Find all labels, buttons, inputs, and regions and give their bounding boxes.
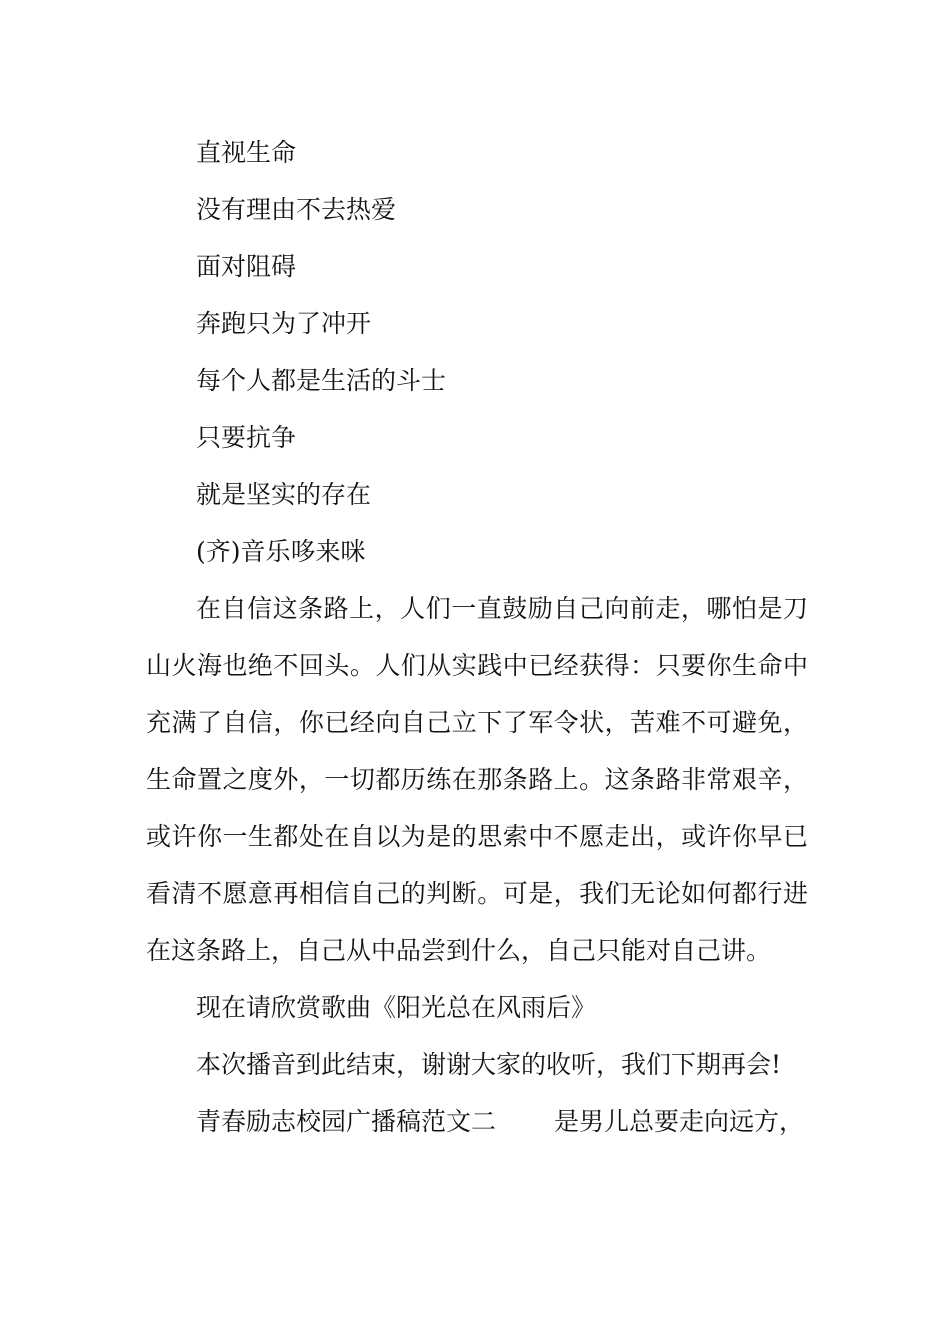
last-line (146, 1093, 808, 1150)
poem-line: (齐)音乐哆来咪 (196, 537, 366, 566)
poem-line: 没有理由不去热爱 (196, 195, 397, 224)
body-paragraph: 在自信这条路上，人们一直鼓励自己向前走，哪怕是刀山火海也绝不回头。人们从实践中已经获得：只要你生命中充满了自信，你已经向自己立下了军令状，苦难不可避免，生命置之度外，一切都历练在那条路上。这条路非常艰辛，或许你一生都处在自以为是的思索中不愿走出，或许你早已看清不愿意再相信自己的判断。可是，我们无论如何都行进在这条路上，自己从中品尝到什么，自己只能对自己讲。 (146, 594, 808, 965)
poem-line: 面对阻碍 (196, 252, 297, 281)
poem-line: 奔跑只为了冲开 (196, 309, 372, 338)
closing-line: 现在请欣赏歌曲《阳光总在风雨后》 (196, 993, 597, 1022)
section-title: 青春励志校园广播稿范文二 (196, 1107, 497, 1136)
poem-line: 就是坚实的存在 (196, 480, 372, 509)
poem-line: 只要抗争 (196, 423, 297, 452)
poem-line: 每个人都是生活的斗士 (196, 366, 447, 395)
document-body (146, 124, 808, 1150)
section-text: 是男儿总要走向远方， (554, 1107, 805, 1136)
poem-line: 直视生命 (196, 138, 297, 167)
closing-line: 本次播音到此结束，谢谢大家的收听，我们下期再会! (196, 1050, 782, 1079)
